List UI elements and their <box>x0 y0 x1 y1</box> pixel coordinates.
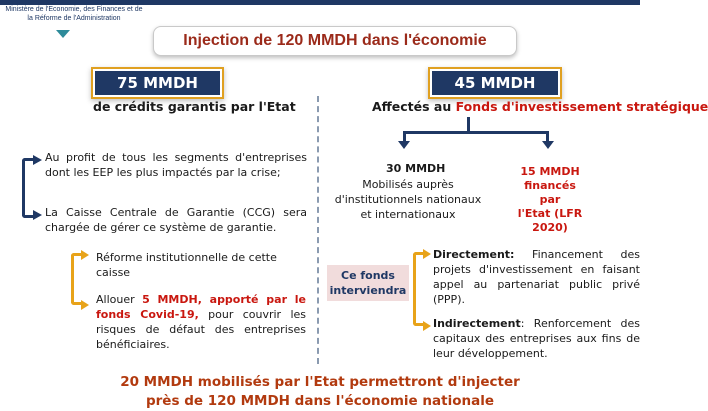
direct-lead: Directement: <box>433 248 515 261</box>
branch-15-block <box>515 165 585 235</box>
left-bullet-1: Au profit de tous les segments d'entreprises dont les EEP les plus impactés par la crise; <box>45 151 307 179</box>
sub-bullet-2-prefix: Allouer <box>96 293 143 306</box>
sub-bullet-2-highlight: 5 MMDH, apporté par le fonds Covid-19, <box>96 293 306 321</box>
indirect-lead: Indirectement <box>433 317 521 330</box>
left-sub-bullet-1: Réforme institutionnelle de cette caisse <box>96 251 277 279</box>
branch-15-line-2: financés par <box>524 179 576 206</box>
gold-arrow-icon <box>81 300 89 310</box>
ministry-triangle-icon <box>56 30 70 38</box>
footer-conclusion <box>0 373 640 411</box>
footer-line-2: près de 120 MMDH dans l'économie nationale <box>145 393 494 409</box>
right-subtitle <box>372 99 708 114</box>
blue-arrow-icon <box>33 155 42 165</box>
gold-bracket-icon <box>71 253 82 305</box>
badge-75-mmdh: 75 MMDH <box>95 71 220 95</box>
slide-title: Injection de 120 MMDH dans l'économie <box>153 26 517 56</box>
down-arrow-icon <box>542 141 554 149</box>
left-bullet-2: La Caisse Centrale de Garantie (CCG) sera chargée de gérer ce système de garantie. <box>45 206 307 234</box>
right-subtitle-prefix: Affectés au <box>372 99 456 114</box>
branch-15-line-1: 15 MMDH <box>520 165 580 178</box>
down-arrow-icon <box>398 141 410 149</box>
badge-45-mmdh: 45 MMDH <box>432 71 558 95</box>
sub-bullet-2-suffix: pour couvrir les risques de défaut des entreprises bénéficiaires. <box>96 308 306 351</box>
ce-fonds-line-1: Ce fonds <box>341 269 395 282</box>
branch-30-description: Mobilisés auprès d'institutionnels nationaux et internationaux <box>334 178 482 221</box>
indirect-intervention <box>433 316 640 361</box>
branch-30-amount: 30 MMDH <box>386 162 446 175</box>
ce-fonds-box <box>327 265 409 301</box>
column-divider <box>317 96 319 364</box>
gold-arrow-icon <box>423 321 431 331</box>
direct-intervention <box>433 247 640 307</box>
tree-crossbar <box>405 131 549 134</box>
indirect-text: : Renforcement des capitaux des entreprises aux fins de leur développement. <box>433 317 640 360</box>
gold-arrow-icon <box>81 250 89 260</box>
blue-arrow-icon <box>33 210 42 220</box>
blue-bracket-icon <box>22 158 34 218</box>
ministry-line-2: la Réforme de l'Administration <box>27 15 121 22</box>
ce-fonds-line-2: interviendra <box>329 284 407 297</box>
branch-15-line-3: l'Etat (LFR <box>517 207 583 220</box>
footer-line-1: 20 MMDH mobilisés par l'Etat permettront d'injecter <box>120 374 520 390</box>
ministry-line-1: Ministère de l'Economie, des Finances et de <box>5 6 143 13</box>
left-sub-bullet-2 <box>96 292 306 352</box>
left-subtitle: de crédits garantis par l'Etat <box>93 99 296 114</box>
right-subtitle-highlight: Fonds d'investissement stratégique <box>455 99 708 114</box>
gold-bracket-right-icon <box>413 252 424 326</box>
direct-text: Financement des projets d'investissement en faisant appel au partenariat public privé (PPP). <box>433 248 640 306</box>
ministry-label <box>0 5 148 23</box>
branch-15-line-4: 2020) <box>532 221 568 234</box>
gold-arrow-icon <box>423 249 431 259</box>
